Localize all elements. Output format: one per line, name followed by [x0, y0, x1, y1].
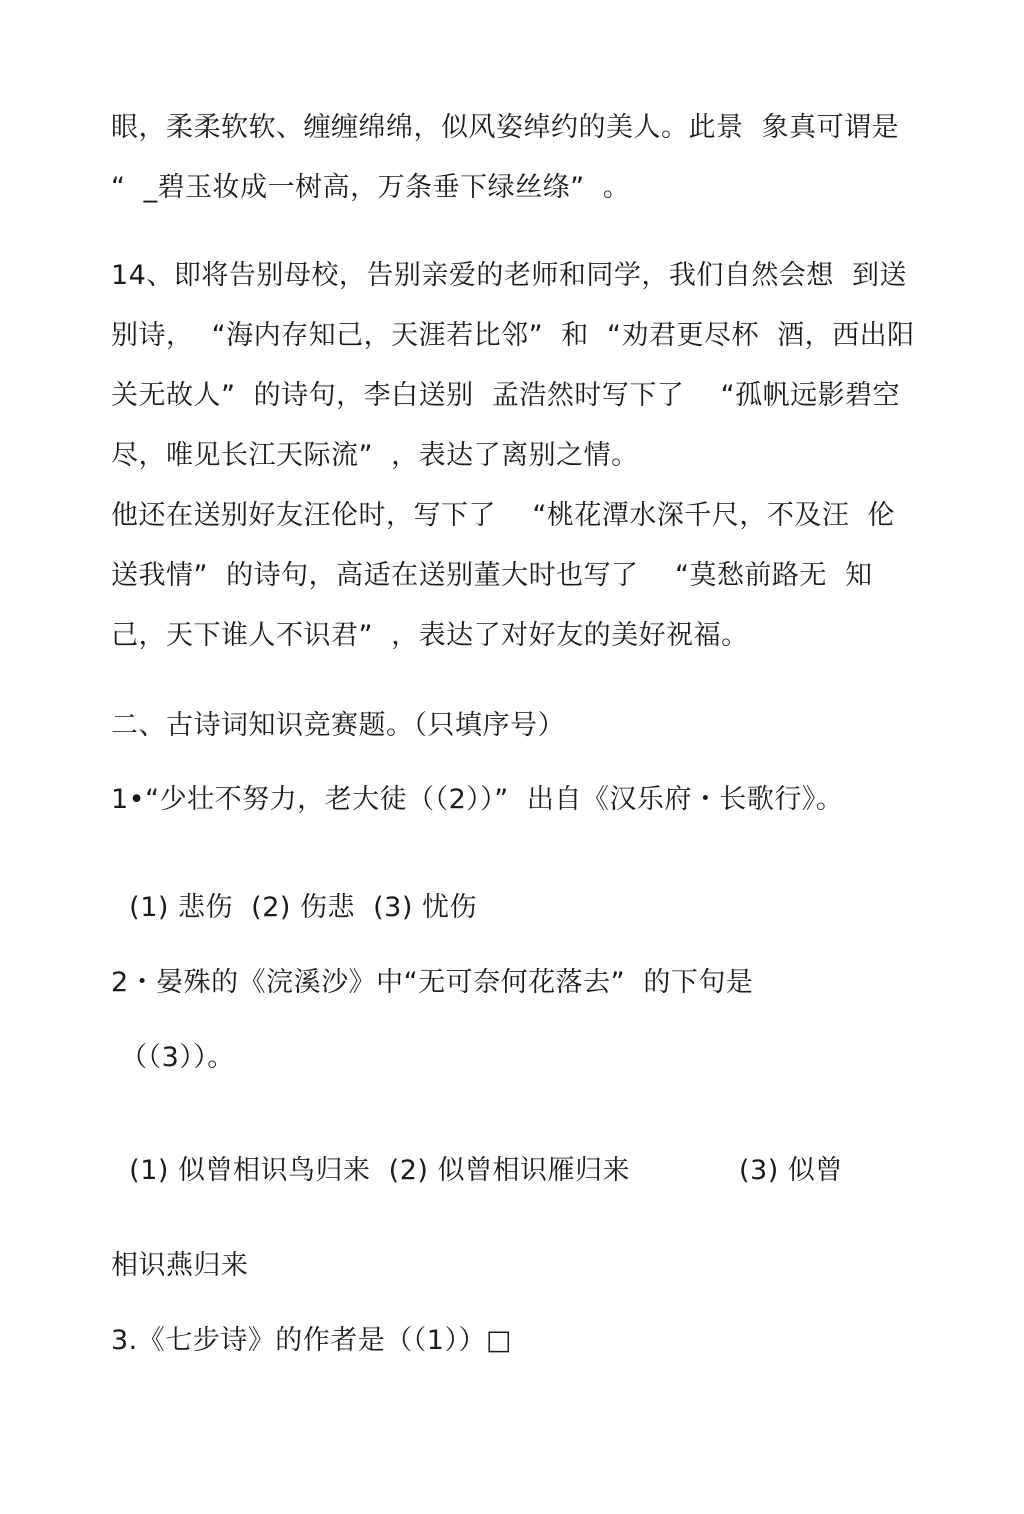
text-line-2: “ _碧玉妆成一树高，万条垂下绿丝绦” 。 — [111, 172, 631, 203]
question-14-line-2: 别诗， “海内存知己，天涯若比邻” 和 “劝君更尽杯 酒，西出阳 — [111, 320, 915, 351]
question-2-answer: （（3））。 — [111, 1042, 235, 1073]
section-heading: 二、古诗词知识竞赛题。（只填序号） — [111, 710, 565, 741]
question-14-line-3: 关无故人” 的诗句，李白送别 孟浩然时写下了 “孤帆远影碧空 — [111, 380, 901, 411]
question-14-line-4: 尽，唯见长江天际流” ，表达了离别之情。 — [111, 440, 639, 471]
question-2-options-continued: 相识燕归来 — [111, 1250, 249, 1281]
question-1-options: (1) 悲伤 (2) 伤悲 (3) 忧伤 — [111, 892, 477, 923]
question-2: 2・晏殊的《浣溪沙》中“无可奈何花落去” 的下句是 — [111, 967, 754, 998]
text-line-1: 眼，柔柔软软、缠缠绵绵，似风姿绰约的美人。此景 象真可谓是 — [111, 112, 900, 143]
question-3: 3.《七步诗》的作者是（（1））□ — [111, 1325, 512, 1356]
question-14-line-5: 他还在送别好友汪伦时，写下了 “桃花潭水深千尺，不及汪 伦 — [111, 500, 895, 531]
question-14-line-7: 己，天下谁人不识君” ，表达了对好友的美好祝福。 — [111, 620, 749, 651]
question-14-line-1: 14、即将告别母校，告别亲爱的老师和同学，我们自然会想 到送 — [111, 260, 908, 291]
question-14-line-6: 送我情” 的诗句，高适在送别董大时也写了 “莫愁前路无 知 — [111, 560, 873, 591]
question-1: 1•“少壮不努力，老大徒（（2））” 出自《汉乐府・长歌行》。 — [111, 784, 844, 815]
question-2-options: (1) 似曾相识鸟归来 (2) 似曾相识雁归来 (3) 似曾 — [111, 1155, 843, 1186]
